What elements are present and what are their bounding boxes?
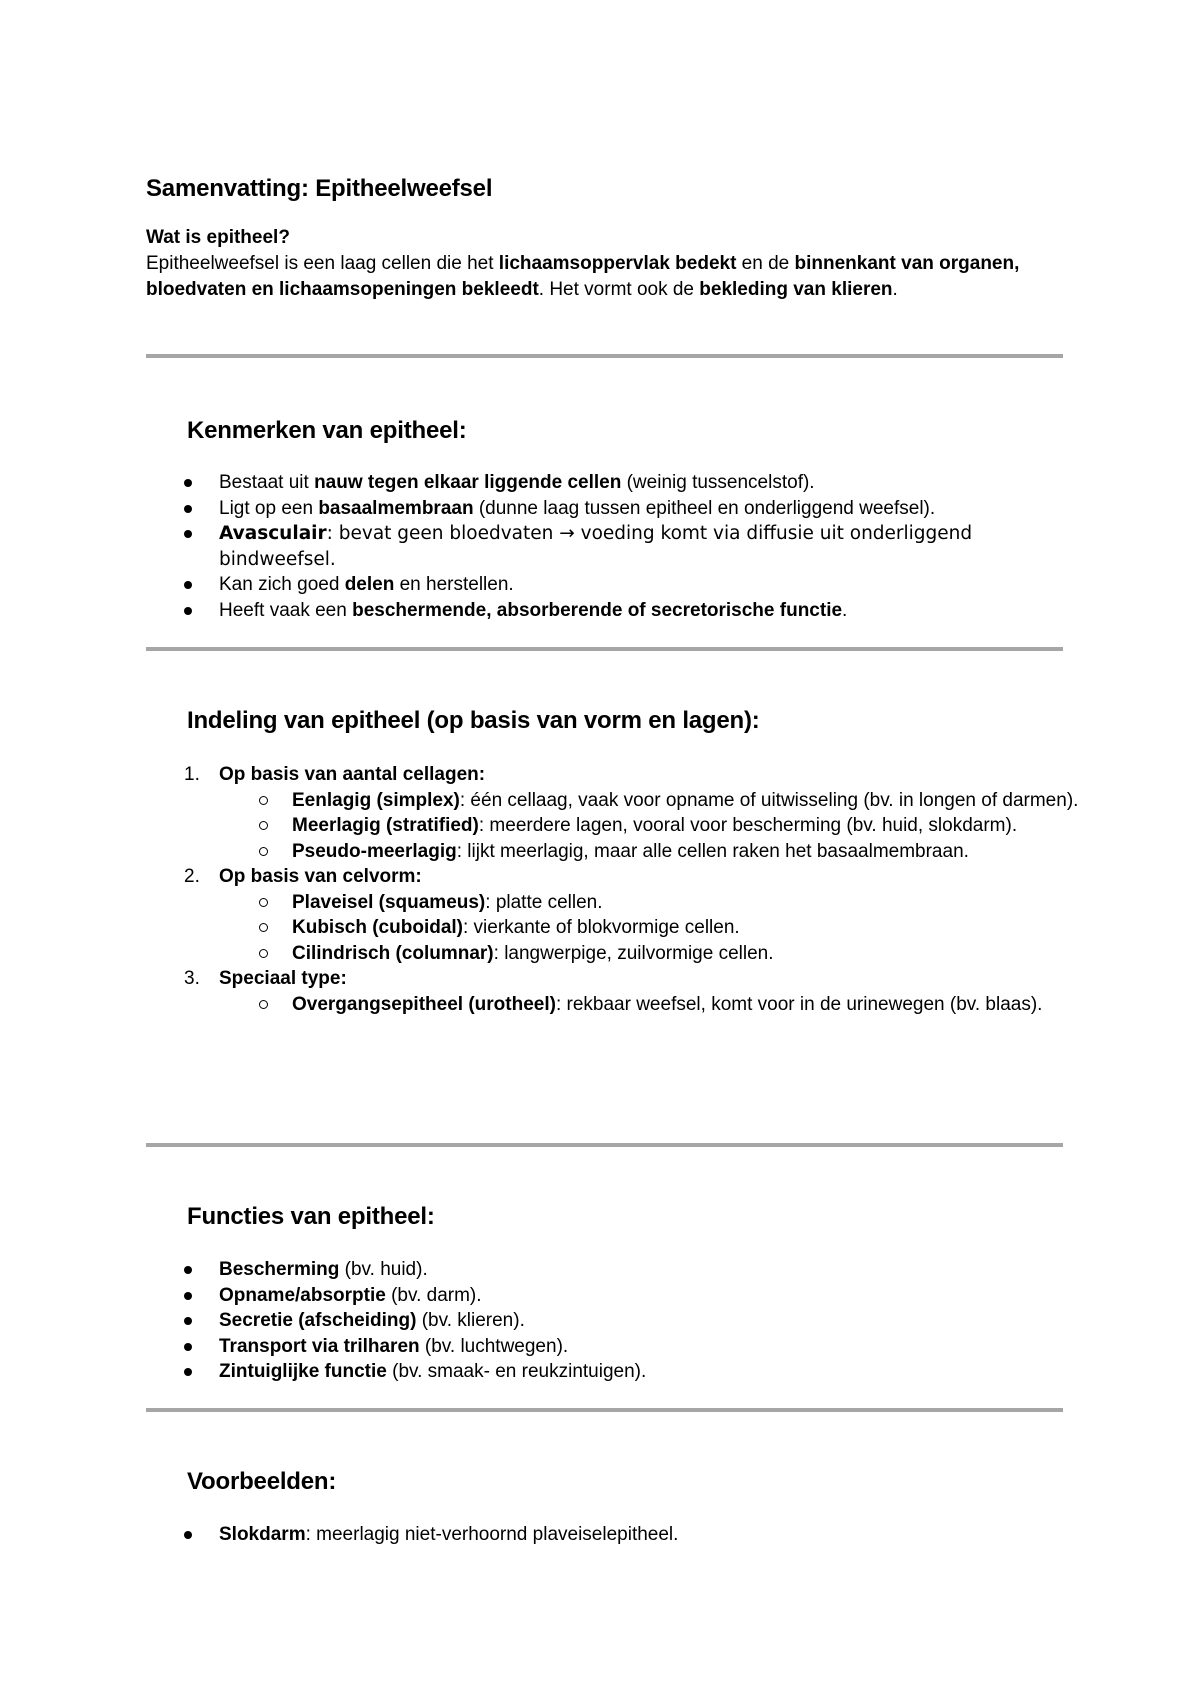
item-text: : vierkante of blokvormige cellen. <box>463 917 740 938</box>
numbered-item <box>146 762 1086 864</box>
page-title: Samenvatting: Epitheelweefsel <box>146 175 493 202</box>
item-text: (bv. luchtwegen). <box>419 1335 569 1357</box>
item-bold-text: basaalmembraan <box>318 497 474 519</box>
circle-bullet-icon <box>259 898 268 907</box>
circle-bullet-icon <box>259 796 268 805</box>
intro-bold-text: lichaamsoppervlak bedekt <box>498 253 737 274</box>
item-text: (bv. smaak- en reukzintuigen). <box>386 1361 647 1382</box>
section-divider <box>146 1143 1063 1147</box>
list-item <box>146 1257 1086 1283</box>
bullet-icon <box>184 1317 192 1325</box>
item-bold-text: Zintuiglijke functie <box>219 1361 387 1382</box>
item-bold-text: nauw tegen elkaar liggende cellen <box>314 472 622 493</box>
numbered-item <box>146 966 1086 1017</box>
indeling-list <box>146 762 1086 1017</box>
item-text: (dunne laag tussen epitheel en onderliggend weefsel). <box>473 497 936 519</box>
intro-section <box>146 225 1066 303</box>
item-text: : langwerpige, zuilvormige cellen. <box>493 942 774 964</box>
item-text: . <box>842 599 848 621</box>
item-text: : één cellaag, vaak voor opname of uitwisseling (bv. in longen of darmen). <box>459 789 1079 811</box>
voorbeelden-list <box>146 1522 1086 1548</box>
list-item <box>146 1308 1086 1334</box>
bullet-icon <box>184 530 192 538</box>
sub-list-item <box>219 788 1086 814</box>
list-item <box>146 598 1086 624</box>
item-bold-text: Bescherming <box>219 1259 340 1280</box>
numbered-item <box>146 864 1086 966</box>
sub-list-item <box>219 915 1086 941</box>
item-number: 3. <box>184 968 200 989</box>
item-text: en herstellen. <box>394 574 514 595</box>
item-text: Ligt op een <box>219 497 319 519</box>
item-bold-text: Cilindrisch (columnar) <box>292 942 494 964</box>
intro-bold-text: bekleding van klieren <box>699 279 893 300</box>
item-bold-text: Slokdarm <box>219 1524 306 1545</box>
bullet-icon <box>184 1292 192 1300</box>
item-bold-text: beschermende, absorberende of secretorische functie <box>352 599 843 621</box>
sub-list-item <box>219 839 1086 865</box>
kenmerken-list <box>146 470 1086 623</box>
list-item <box>146 470 1086 496</box>
item-bold-text: Kubisch (cuboidal) <box>292 917 463 938</box>
item-text: : meerlagig niet-verhoornd plaveiselepitheel. <box>305 1524 679 1545</box>
list-item <box>146 1334 1086 1360</box>
item-text: : rekbaar weefsel, komt voor in de urinewegen (bv. blaas). <box>555 993 1043 1015</box>
item-bold-text: Pseudo-meerlagig <box>292 840 457 862</box>
bullet-icon <box>184 479 192 487</box>
list-item <box>146 1522 1086 1548</box>
sub-list-item <box>219 813 1086 839</box>
group-label: Op basis van celvorm: <box>219 866 422 887</box>
intro-question: Wat is epitheel? <box>146 227 290 248</box>
item-text: : lijkt meerlagig, maar alle cellen raken het basaalmembraan. <box>456 840 969 862</box>
item-bold-text: Meerlagig (stratified) <box>292 815 479 836</box>
item-text: : bevat geen bloedvaten → voeding komt via diffusie uit onderliggend bindweefsel. <box>219 523 973 570</box>
sub-list-item <box>219 992 1086 1018</box>
group-label: Op basis van aantal cellagen: <box>219 764 486 785</box>
sub-list-item <box>219 941 1086 967</box>
circle-bullet-icon <box>259 821 268 830</box>
list-item <box>146 1283 1086 1309</box>
intro-text: Epitheelweefsel is een laag cellen die het <box>146 253 499 274</box>
item-text: Heeft vaak een <box>219 599 353 621</box>
item-bold-text: Opname/absorptie <box>219 1284 386 1306</box>
item-number: 1. <box>184 764 200 785</box>
bullet-icon <box>184 1368 192 1376</box>
item-bold-text: Avasculair <box>219 523 327 544</box>
intro-text: . <box>892 279 898 300</box>
sub-list <box>219 992 1086 1018</box>
item-bold-text: Secretie (afscheiding) <box>219 1310 417 1331</box>
section-heading-voorbeelden: Voorbeelden: <box>187 1468 337 1495</box>
intro-text: . Het vormt ook de <box>538 279 700 300</box>
bullet-icon <box>184 607 192 615</box>
item-text: Kan zich goed <box>219 574 345 595</box>
intro-paragraph <box>146 251 1066 303</box>
intro-bold-text: binnenkant van organen, bloedvaten en lichaamsopeningen bekleedt <box>146 253 1020 300</box>
item-text: (bv. huid). <box>339 1259 428 1280</box>
bullet-icon <box>184 1343 192 1351</box>
bullet-icon <box>184 1531 192 1539</box>
bullet-icon <box>184 505 192 513</box>
sub-list <box>219 890 1086 967</box>
list-item <box>146 496 1086 522</box>
item-text: (bv. klieren). <box>416 1310 525 1331</box>
section-divider <box>146 647 1063 651</box>
item-bold-text: delen <box>344 574 395 595</box>
item-number: 2. <box>184 866 200 887</box>
section-divider <box>146 1408 1063 1412</box>
item-text: (bv. darm). <box>385 1284 482 1306</box>
list-item <box>146 1359 1086 1385</box>
bullet-icon <box>184 1266 192 1274</box>
functies-list <box>146 1257 1086 1385</box>
section-divider <box>146 354 1063 358</box>
group-label: Speciaal type: <box>219 968 347 989</box>
section-heading-functies: Functies van epitheel: <box>187 1203 435 1230</box>
circle-bullet-icon <box>259 949 268 958</box>
item-bold-text: Eenlagig (simplex) <box>292 789 460 811</box>
circle-bullet-icon <box>259 923 268 932</box>
bullet-icon <box>184 581 192 589</box>
item-bold-text: Plaveisel (squameus) <box>292 891 486 913</box>
circle-bullet-icon <box>259 1000 268 1009</box>
list-item <box>146 521 1086 572</box>
section-heading-indeling: Indeling van epitheel (op basis van vorm en lagen): <box>187 707 760 734</box>
item-bold-text: Overgangsepitheel (urotheel) <box>292 993 556 1015</box>
list-item <box>146 572 1086 598</box>
item-bold-text: Transport via trilharen <box>219 1335 420 1357</box>
item-text: (weinig tussencelstof). <box>621 472 815 493</box>
section-heading-kenmerken: Kenmerken van epitheel: <box>187 417 467 444</box>
item-text: Bestaat uit <box>219 472 315 493</box>
sub-list <box>219 788 1086 865</box>
sub-list-item <box>219 890 1086 916</box>
intro-text: en de <box>736 253 795 274</box>
item-text: : meerdere lagen, vooral voor bescherming (bv. huid, slokdarm). <box>478 815 1018 836</box>
item-text: : platte cellen. <box>485 891 603 913</box>
circle-bullet-icon <box>259 847 268 856</box>
